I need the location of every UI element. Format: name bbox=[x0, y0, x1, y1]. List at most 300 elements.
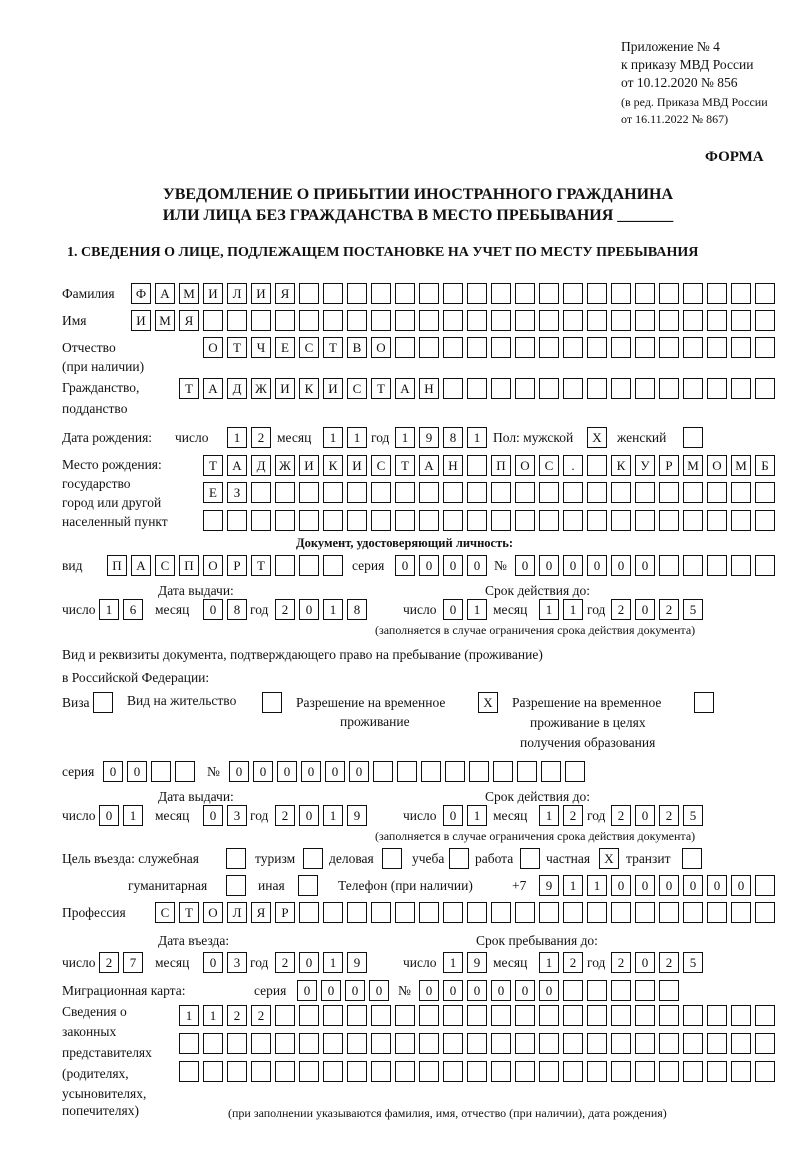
char-box[interactable] bbox=[251, 482, 271, 503]
char-box[interactable] bbox=[323, 1005, 343, 1026]
char-box[interactable] bbox=[491, 482, 511, 503]
char-box[interactable] bbox=[443, 902, 463, 923]
char-box[interactable]: 1 bbox=[539, 952, 559, 973]
valid-day-field[interactable] bbox=[443, 599, 487, 620]
char-box[interactable] bbox=[565, 761, 585, 782]
issue-month-field[interactable] bbox=[203, 805, 247, 826]
char-box[interactable] bbox=[419, 902, 439, 923]
char-box[interactable] bbox=[755, 1005, 775, 1026]
char-box[interactable] bbox=[563, 1005, 583, 1026]
char-box[interactable]: Л bbox=[227, 283, 247, 304]
char-box[interactable] bbox=[227, 310, 247, 331]
birthplace-row[interactable] bbox=[203, 482, 775, 503]
char-box[interactable] bbox=[443, 378, 463, 399]
char-box[interactable] bbox=[707, 902, 727, 923]
visa-checkbox[interactable] bbox=[93, 692, 113, 713]
birthplace-row[interactable] bbox=[203, 510, 775, 531]
char-box[interactable] bbox=[635, 1061, 655, 1082]
char-box[interactable]: 0 bbox=[301, 761, 321, 782]
char-box[interactable] bbox=[563, 283, 583, 304]
char-box[interactable] bbox=[587, 1005, 607, 1026]
char-box[interactable]: 0 bbox=[707, 875, 727, 896]
char-box[interactable]: Р bbox=[227, 555, 247, 576]
char-box[interactable]: 2 bbox=[563, 952, 583, 973]
stay-number-field[interactable] bbox=[229, 761, 585, 782]
char-box[interactable]: И bbox=[323, 378, 343, 399]
char-box[interactable]: 1 bbox=[227, 427, 247, 448]
birth-year-field[interactable] bbox=[395, 427, 487, 448]
char-box[interactable]: 0 bbox=[299, 599, 319, 620]
char-box[interactable] bbox=[467, 283, 487, 304]
char-box[interactable] bbox=[151, 761, 171, 782]
char-box[interactable] bbox=[323, 510, 343, 531]
birth-day-field[interactable] bbox=[227, 427, 271, 448]
char-box[interactable]: 2 bbox=[251, 1005, 271, 1026]
char-box[interactable]: 1 bbox=[323, 952, 343, 973]
char-box[interactable]: 2 bbox=[611, 805, 631, 826]
char-box[interactable] bbox=[755, 482, 775, 503]
char-box[interactable] bbox=[491, 283, 511, 304]
char-box[interactable]: Т bbox=[323, 337, 343, 358]
char-box[interactable]: 1 bbox=[467, 805, 487, 826]
entry-year-field[interactable] bbox=[275, 952, 367, 973]
char-box[interactable] bbox=[707, 1061, 727, 1082]
char-box[interactable] bbox=[707, 510, 727, 531]
char-box[interactable] bbox=[563, 510, 583, 531]
valid-month-field[interactable] bbox=[539, 805, 583, 826]
char-box[interactable] bbox=[203, 1033, 223, 1054]
char-box[interactable] bbox=[227, 510, 247, 531]
char-box[interactable] bbox=[371, 283, 391, 304]
char-box[interactable] bbox=[683, 510, 703, 531]
char-box[interactable] bbox=[419, 310, 439, 331]
char-box[interactable]: И bbox=[251, 283, 271, 304]
char-box[interactable] bbox=[659, 283, 679, 304]
char-box[interactable] bbox=[395, 1005, 415, 1026]
profession-field[interactable] bbox=[155, 902, 775, 923]
citizenship-field[interactable] bbox=[179, 378, 775, 399]
char-box[interactable] bbox=[419, 283, 439, 304]
char-box[interactable] bbox=[587, 378, 607, 399]
migration-number-field[interactable] bbox=[419, 980, 679, 1001]
char-box[interactable] bbox=[541, 761, 561, 782]
char-box[interactable]: 0 bbox=[297, 980, 317, 1001]
char-box[interactable] bbox=[611, 980, 631, 1001]
char-box[interactable] bbox=[659, 980, 679, 1001]
char-box[interactable] bbox=[347, 1005, 367, 1026]
char-box[interactable]: О bbox=[371, 337, 391, 358]
char-box[interactable] bbox=[707, 1005, 727, 1026]
char-box[interactable]: 0 bbox=[395, 555, 415, 576]
char-box[interactable] bbox=[419, 1033, 439, 1054]
char-box[interactable] bbox=[563, 902, 583, 923]
char-box[interactable] bbox=[515, 902, 535, 923]
char-box[interactable]: А bbox=[203, 378, 223, 399]
char-box[interactable]: Ж bbox=[251, 378, 271, 399]
char-box[interactable] bbox=[395, 1061, 415, 1082]
char-box[interactable] bbox=[515, 1005, 535, 1026]
char-box[interactable] bbox=[563, 482, 583, 503]
char-box[interactable] bbox=[707, 378, 727, 399]
char-box[interactable] bbox=[323, 1061, 343, 1082]
char-box[interactable]: С bbox=[155, 902, 175, 923]
doc-number-field[interactable] bbox=[515, 555, 775, 576]
char-box[interactable]: Т bbox=[395, 455, 415, 476]
char-box[interactable]: 0 bbox=[443, 980, 463, 1001]
char-box[interactable]: 0 bbox=[467, 555, 487, 576]
char-box[interactable]: 9 bbox=[419, 427, 439, 448]
char-box[interactable]: 1 bbox=[563, 875, 583, 896]
char-box[interactable] bbox=[275, 510, 295, 531]
char-box[interactable]: 0 bbox=[515, 555, 535, 576]
char-box[interactable]: 0 bbox=[611, 555, 631, 576]
char-box[interactable] bbox=[731, 482, 751, 503]
char-box[interactable] bbox=[517, 761, 537, 782]
char-box[interactable]: 1 bbox=[563, 599, 583, 620]
char-box[interactable] bbox=[179, 1033, 199, 1054]
char-box[interactable] bbox=[395, 337, 415, 358]
char-box[interactable] bbox=[683, 1061, 703, 1082]
char-box[interactable] bbox=[323, 555, 343, 576]
char-box[interactable]: 1 bbox=[395, 427, 415, 448]
char-box[interactable] bbox=[587, 283, 607, 304]
temp-residence-checkbox[interactable] bbox=[478, 692, 498, 713]
char-box[interactable] bbox=[347, 902, 367, 923]
char-box[interactable]: 1 bbox=[323, 805, 343, 826]
char-box[interactable] bbox=[755, 337, 775, 358]
char-box[interactable] bbox=[539, 902, 559, 923]
char-box[interactable]: 2 bbox=[227, 1005, 247, 1026]
char-box[interactable]: 8 bbox=[443, 427, 463, 448]
char-box[interactable]: 0 bbox=[563, 555, 583, 576]
char-box[interactable]: 0 bbox=[635, 952, 655, 973]
char-box[interactable] bbox=[419, 510, 439, 531]
char-box[interactable] bbox=[347, 1061, 367, 1082]
char-box[interactable] bbox=[587, 482, 607, 503]
char-box[interactable]: 0 bbox=[299, 805, 319, 826]
char-box[interactable] bbox=[419, 1005, 439, 1026]
char-box[interactable] bbox=[395, 482, 415, 503]
char-box[interactable] bbox=[731, 310, 751, 331]
char-box[interactable]: 0 bbox=[99, 805, 119, 826]
char-box[interactable] bbox=[515, 482, 535, 503]
checkbox[interactable] bbox=[682, 848, 702, 869]
char-box[interactable] bbox=[299, 902, 319, 923]
char-box[interactable] bbox=[371, 1033, 391, 1054]
char-box[interactable]: И bbox=[275, 378, 295, 399]
char-box[interactable] bbox=[587, 455, 607, 476]
char-box[interactable]: 1 bbox=[347, 427, 367, 448]
char-box[interactable] bbox=[467, 1005, 487, 1026]
char-box[interactable] bbox=[443, 1005, 463, 1026]
char-box[interactable] bbox=[611, 482, 631, 503]
checkbox[interactable]: X bbox=[478, 692, 498, 713]
char-box[interactable] bbox=[659, 555, 679, 576]
char-box[interactable]: 0 bbox=[203, 599, 223, 620]
char-box[interactable] bbox=[635, 510, 655, 531]
char-box[interactable]: П bbox=[179, 555, 199, 576]
char-box[interactable] bbox=[707, 310, 727, 331]
birthplace-row[interactable] bbox=[203, 455, 775, 476]
char-box[interactable]: 6 bbox=[123, 599, 143, 620]
char-box[interactable]: О bbox=[203, 555, 223, 576]
valid-day-field[interactable] bbox=[443, 805, 487, 826]
char-box[interactable]: 3 bbox=[227, 952, 247, 973]
char-box[interactable]: М bbox=[683, 455, 703, 476]
char-box[interactable]: 1 bbox=[539, 599, 559, 620]
char-box[interactable]: 0 bbox=[321, 980, 341, 1001]
char-box[interactable] bbox=[683, 902, 703, 923]
char-box[interactable]: 7 bbox=[123, 952, 143, 973]
char-box[interactable] bbox=[707, 482, 727, 503]
char-box[interactable]: Н bbox=[419, 378, 439, 399]
char-box[interactable] bbox=[659, 310, 679, 331]
char-box[interactable]: А bbox=[419, 455, 439, 476]
char-box[interactable] bbox=[299, 555, 319, 576]
char-box[interactable]: А bbox=[227, 455, 247, 476]
purpose-work-checkbox[interactable] bbox=[520, 848, 540, 869]
char-box[interactable] bbox=[347, 283, 367, 304]
char-box[interactable] bbox=[251, 310, 271, 331]
temp-edu-checkbox[interactable] bbox=[694, 692, 714, 713]
char-box[interactable]: 9 bbox=[467, 952, 487, 973]
char-box[interactable]: 2 bbox=[275, 952, 295, 973]
char-box[interactable]: 2 bbox=[563, 805, 583, 826]
char-box[interactable] bbox=[443, 510, 463, 531]
char-box[interactable] bbox=[467, 510, 487, 531]
phone-field[interactable] bbox=[539, 875, 775, 896]
doc-series-field[interactable] bbox=[395, 555, 487, 576]
char-box[interactable] bbox=[635, 378, 655, 399]
char-box[interactable]: 0 bbox=[419, 980, 439, 1001]
char-box[interactable] bbox=[491, 337, 511, 358]
char-box[interactable]: С bbox=[347, 378, 367, 399]
char-box[interactable]: 0 bbox=[443, 599, 463, 620]
char-box[interactable] bbox=[395, 283, 415, 304]
char-box[interactable] bbox=[755, 378, 775, 399]
char-box[interactable] bbox=[395, 902, 415, 923]
char-box[interactable] bbox=[683, 337, 703, 358]
char-box[interactable] bbox=[755, 310, 775, 331]
char-box[interactable]: 0 bbox=[277, 761, 297, 782]
name-field[interactable] bbox=[131, 310, 775, 331]
char-box[interactable] bbox=[491, 310, 511, 331]
char-box[interactable] bbox=[611, 1061, 631, 1082]
char-box[interactable] bbox=[587, 337, 607, 358]
char-box[interactable] bbox=[731, 283, 751, 304]
char-box[interactable] bbox=[635, 482, 655, 503]
char-box[interactable]: 0 bbox=[349, 761, 369, 782]
char-box[interactable] bbox=[707, 283, 727, 304]
char-box[interactable] bbox=[755, 902, 775, 923]
char-box[interactable]: М bbox=[179, 283, 199, 304]
char-box[interactable]: 2 bbox=[275, 805, 295, 826]
char-box[interactable] bbox=[467, 1061, 487, 1082]
char-box[interactable]: 0 bbox=[683, 875, 703, 896]
char-box[interactable]: О bbox=[203, 337, 223, 358]
representatives-row[interactable] bbox=[179, 1061, 775, 1082]
char-box[interactable]: 0 bbox=[635, 599, 655, 620]
char-box[interactable] bbox=[587, 310, 607, 331]
checkbox[interactable] bbox=[226, 875, 246, 896]
char-box[interactable] bbox=[251, 510, 271, 531]
char-box[interactable] bbox=[539, 310, 559, 331]
char-box[interactable]: Т bbox=[227, 337, 247, 358]
valid-year-field[interactable] bbox=[611, 805, 703, 826]
char-box[interactable] bbox=[683, 482, 703, 503]
char-box[interactable] bbox=[611, 283, 631, 304]
char-box[interactable] bbox=[515, 378, 535, 399]
char-box[interactable] bbox=[251, 1033, 271, 1054]
char-box[interactable]: С bbox=[299, 337, 319, 358]
char-box[interactable] bbox=[539, 482, 559, 503]
char-box[interactable] bbox=[587, 1033, 607, 1054]
valid-year-field[interactable] bbox=[611, 599, 703, 620]
char-box[interactable] bbox=[491, 1005, 511, 1026]
checkbox[interactable]: X bbox=[587, 427, 607, 448]
char-box[interactable]: 2 bbox=[99, 952, 119, 973]
migration-series-field[interactable] bbox=[297, 980, 389, 1001]
char-box[interactable] bbox=[515, 1033, 535, 1054]
issue-year-field[interactable] bbox=[275, 805, 367, 826]
char-box[interactable]: 1 bbox=[587, 875, 607, 896]
char-box[interactable] bbox=[443, 1033, 463, 1054]
patronymic-field[interactable] bbox=[203, 337, 775, 358]
char-box[interactable] bbox=[635, 283, 655, 304]
char-box[interactable]: Ж bbox=[275, 455, 295, 476]
checkbox[interactable] bbox=[93, 692, 113, 713]
char-box[interactable]: О bbox=[515, 455, 535, 476]
checkbox[interactable] bbox=[520, 848, 540, 869]
char-box[interactable] bbox=[515, 337, 535, 358]
char-box[interactable] bbox=[275, 555, 295, 576]
checkbox[interactable]: X bbox=[599, 848, 619, 869]
char-box[interactable]: Р bbox=[659, 455, 679, 476]
char-box[interactable]: С bbox=[371, 455, 391, 476]
char-box[interactable]: А bbox=[155, 283, 175, 304]
char-box[interactable] bbox=[371, 902, 391, 923]
char-box[interactable]: А bbox=[395, 378, 415, 399]
char-box[interactable] bbox=[611, 902, 631, 923]
char-box[interactable] bbox=[323, 283, 343, 304]
char-box[interactable] bbox=[323, 1033, 343, 1054]
char-box[interactable] bbox=[515, 1061, 535, 1082]
char-box[interactable]: Т bbox=[203, 455, 223, 476]
char-box[interactable] bbox=[587, 980, 607, 1001]
char-box[interactable]: 1 bbox=[467, 427, 487, 448]
char-box[interactable]: 1 bbox=[467, 599, 487, 620]
char-box[interactable] bbox=[731, 337, 751, 358]
char-box[interactable] bbox=[419, 1061, 439, 1082]
checkbox[interactable] bbox=[226, 848, 246, 869]
char-box[interactable]: Е bbox=[275, 337, 295, 358]
char-box[interactable]: Д bbox=[251, 455, 271, 476]
char-box[interactable]: П bbox=[491, 455, 511, 476]
char-box[interactable]: 0 bbox=[635, 875, 655, 896]
char-box[interactable] bbox=[251, 1061, 271, 1082]
other-checkbox[interactable] bbox=[298, 875, 318, 896]
char-box[interactable] bbox=[683, 310, 703, 331]
char-box[interactable] bbox=[419, 337, 439, 358]
entry-day-field[interactable] bbox=[99, 952, 143, 973]
char-box[interactable] bbox=[299, 1061, 319, 1082]
char-box[interactable] bbox=[659, 1033, 679, 1054]
char-box[interactable] bbox=[611, 1005, 631, 1026]
char-box[interactable] bbox=[443, 337, 463, 358]
char-box[interactable]: Ф bbox=[131, 283, 151, 304]
char-box[interactable] bbox=[587, 510, 607, 531]
char-box[interactable]: Т bbox=[371, 378, 391, 399]
char-box[interactable] bbox=[563, 337, 583, 358]
char-box[interactable]: И bbox=[347, 455, 367, 476]
char-box[interactable] bbox=[275, 1033, 295, 1054]
char-box[interactable] bbox=[539, 510, 559, 531]
char-box[interactable]: 2 bbox=[659, 599, 679, 620]
char-box[interactable] bbox=[371, 510, 391, 531]
char-box[interactable] bbox=[491, 902, 511, 923]
char-box[interactable] bbox=[323, 902, 343, 923]
purpose-transit-checkbox[interactable] bbox=[682, 848, 702, 869]
purpose-study-checkbox[interactable] bbox=[449, 848, 469, 869]
char-box[interactable] bbox=[539, 283, 559, 304]
char-box[interactable] bbox=[635, 1005, 655, 1026]
char-box[interactable] bbox=[683, 555, 703, 576]
char-box[interactable]: 0 bbox=[515, 980, 535, 1001]
char-box[interactable]: 1 bbox=[323, 599, 343, 620]
char-box[interactable] bbox=[731, 378, 751, 399]
stay-day-field[interactable] bbox=[443, 952, 487, 973]
char-box[interactable]: 2 bbox=[611, 599, 631, 620]
char-box[interactable] bbox=[611, 378, 631, 399]
issue-day-field[interactable] bbox=[99, 805, 143, 826]
char-box[interactable] bbox=[275, 1061, 295, 1082]
char-box[interactable]: 2 bbox=[251, 427, 271, 448]
char-box[interactable] bbox=[299, 1033, 319, 1054]
char-box[interactable]: Д bbox=[227, 378, 247, 399]
birth-month-field[interactable] bbox=[323, 427, 367, 448]
char-box[interactable]: И bbox=[203, 283, 223, 304]
char-box[interactable] bbox=[683, 283, 703, 304]
char-box[interactable]: Б bbox=[755, 455, 775, 476]
char-box[interactable]: 0 bbox=[587, 555, 607, 576]
char-box[interactable] bbox=[493, 761, 513, 782]
char-box[interactable] bbox=[659, 510, 679, 531]
char-box[interactable]: А bbox=[131, 555, 151, 576]
char-box[interactable] bbox=[371, 1061, 391, 1082]
char-box[interactable] bbox=[203, 310, 223, 331]
char-box[interactable] bbox=[659, 378, 679, 399]
char-box[interactable] bbox=[397, 761, 417, 782]
char-box[interactable]: Е bbox=[203, 482, 223, 503]
char-box[interactable] bbox=[469, 761, 489, 782]
char-box[interactable] bbox=[299, 510, 319, 531]
char-box[interactable] bbox=[659, 1005, 679, 1026]
issue-month-field[interactable] bbox=[203, 599, 247, 620]
char-box[interactable] bbox=[731, 902, 751, 923]
char-box[interactable] bbox=[611, 1033, 631, 1054]
char-box[interactable] bbox=[371, 482, 391, 503]
char-box[interactable]: 0 bbox=[419, 555, 439, 576]
char-box[interactable] bbox=[539, 1005, 559, 1026]
purpose-private-checkbox[interactable] bbox=[599, 848, 619, 869]
char-box[interactable] bbox=[371, 310, 391, 331]
char-box[interactable] bbox=[659, 902, 679, 923]
char-box[interactable] bbox=[203, 1061, 223, 1082]
char-box[interactable]: 2 bbox=[611, 952, 631, 973]
char-box[interactable]: 0 bbox=[659, 875, 679, 896]
stay-year-field[interactable] bbox=[611, 952, 703, 973]
char-box[interactable] bbox=[635, 337, 655, 358]
